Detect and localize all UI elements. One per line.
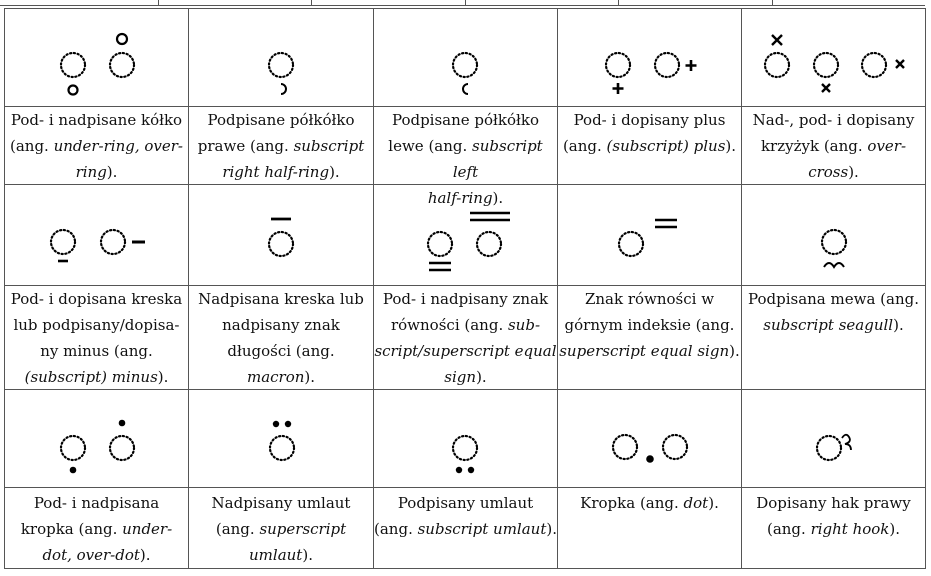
caption-right-hook bbox=[742, 490, 925, 542]
caption-term: macron bbox=[246, 368, 305, 386]
caption-line bbox=[742, 516, 925, 542]
caption-line bbox=[189, 516, 373, 542]
caption-text: górnym indeksie (ang. bbox=[564, 316, 735, 334]
caption-term: sub- bbox=[507, 316, 541, 334]
caption-text: Dopisany hak prawy bbox=[756, 494, 911, 512]
caption-text: długości (ang. bbox=[227, 342, 335, 360]
sub-plus-glyph bbox=[558, 9, 741, 106]
caption-term: over- bbox=[867, 137, 907, 155]
table-border bbox=[465, 0, 466, 5]
superscript-equal-glyph bbox=[558, 185, 741, 285]
caption-dot bbox=[558, 490, 741, 516]
caption-text: (ang. bbox=[562, 137, 607, 155]
caption-line bbox=[558, 312, 741, 338]
over-under-cross-glyph bbox=[742, 9, 925, 106]
caption-term: (subscript) plus bbox=[606, 137, 726, 155]
caption-term: superscript equal sign bbox=[559, 342, 730, 360]
caption-term: subscript umlaut bbox=[417, 520, 547, 538]
table-border bbox=[0, 5, 925, 6]
caption-line bbox=[5, 159, 188, 185]
caption-line bbox=[5, 542, 188, 568]
caption-line bbox=[189, 338, 373, 364]
caption-term: dot, over-dot bbox=[42, 546, 140, 564]
caption-line bbox=[5, 490, 188, 516]
caption-term: right half-ring bbox=[222, 163, 330, 181]
caption-text: ). bbox=[139, 546, 151, 564]
caption-text: Pod- i nadpisane kółko bbox=[10, 111, 183, 129]
subscript-umlaut-glyph bbox=[374, 390, 557, 487]
caption-line bbox=[189, 542, 373, 568]
caption-line bbox=[189, 159, 373, 185]
caption-text: Podpisane półkółko bbox=[391, 111, 540, 129]
table-border bbox=[4, 568, 926, 569]
caption-text: ). bbox=[304, 368, 316, 386]
caption-term: dot bbox=[683, 494, 709, 512]
caption-text: Kropka (ang. bbox=[580, 494, 684, 512]
caption-text: ). bbox=[106, 163, 118, 181]
caption-text: Pod- i nadpisana bbox=[33, 494, 160, 512]
dot-glyph bbox=[558, 390, 741, 487]
caption-term: ring bbox=[75, 163, 107, 181]
caption-line bbox=[5, 338, 188, 364]
caption-line bbox=[5, 364, 188, 390]
caption-minus bbox=[5, 286, 188, 390]
caption-under-over-dot bbox=[5, 490, 188, 568]
caption-text: ). bbox=[893, 316, 904, 334]
caption-under-over-ring bbox=[5, 107, 188, 185]
minus-glyph bbox=[5, 185, 188, 285]
caption-line bbox=[742, 107, 925, 133]
caption-macron bbox=[189, 286, 373, 390]
caption-term: (subscript) minus bbox=[24, 368, 158, 386]
caption-term: right hook bbox=[810, 520, 890, 538]
caption-line bbox=[5, 516, 188, 542]
under-over-dot-glyph bbox=[5, 390, 188, 487]
caption-text: krzyżyk (ang. bbox=[760, 137, 868, 155]
caption-text: ). bbox=[329, 163, 340, 181]
subscript-seagull-glyph bbox=[742, 185, 925, 285]
caption-text: Nad-, pod- i dopisany bbox=[752, 111, 915, 129]
caption-text: ). bbox=[725, 137, 737, 155]
caption-text: Podpisane półkółko bbox=[207, 111, 355, 129]
caption-line bbox=[189, 312, 373, 338]
caption-line bbox=[189, 286, 373, 312]
caption-text: ). bbox=[492, 189, 504, 207]
table-border bbox=[925, 8, 926, 569]
caption-term: sign bbox=[444, 368, 477, 386]
caption-text: lub podpisany/dopisa- bbox=[13, 316, 180, 334]
table-border bbox=[311, 0, 312, 5]
caption-line bbox=[558, 286, 741, 312]
caption-term: subscript left bbox=[452, 137, 543, 181]
caption-line bbox=[742, 133, 925, 159]
caption-text: ). bbox=[889, 520, 901, 538]
caption-text: Podpisany umlaut bbox=[397, 494, 534, 512]
caption-line bbox=[5, 107, 188, 133]
caption-line bbox=[189, 490, 373, 516]
caption-text: (ang. bbox=[766, 520, 811, 538]
caption-line bbox=[742, 159, 925, 185]
caption-term: umlaut bbox=[249, 546, 303, 564]
table-border bbox=[772, 0, 773, 5]
caption-line bbox=[189, 107, 373, 133]
caption-term: under-ring, over- bbox=[53, 137, 184, 155]
caption-line bbox=[558, 490, 741, 516]
caption-superscript-umlaut bbox=[189, 490, 373, 568]
caption-text: (ang. bbox=[374, 520, 418, 538]
table-border bbox=[4, 487, 926, 488]
caption-subscript-seagull bbox=[742, 286, 925, 338]
caption-text: Pod- i dopisany plus bbox=[573, 111, 726, 129]
caption-term: half-ring bbox=[427, 189, 493, 207]
caption-text: (ang. bbox=[9, 137, 54, 155]
caption-line bbox=[558, 107, 741, 133]
caption-line bbox=[374, 338, 557, 364]
caption-text: równości (ang. bbox=[390, 316, 508, 334]
macron-glyph bbox=[189, 185, 373, 285]
caption-text: ny minus (ang. bbox=[40, 342, 153, 360]
caption-line bbox=[374, 185, 557, 211]
caption-line bbox=[374, 364, 557, 390]
caption-line bbox=[5, 312, 188, 338]
caption-subscript-right-half-ring bbox=[189, 107, 373, 185]
caption-line bbox=[374, 286, 557, 312]
superscript-umlaut-glyph bbox=[189, 390, 373, 487]
caption-line bbox=[374, 312, 557, 338]
caption-term: superscript bbox=[259, 520, 347, 538]
right-hook-glyph bbox=[742, 390, 925, 487]
caption-text: Pod- i dopisana kreska bbox=[10, 290, 183, 308]
subscript-right-half-ring-glyph bbox=[189, 9, 373, 106]
caption-text: kropka (ang. bbox=[20, 520, 123, 538]
caption-line bbox=[742, 312, 925, 338]
caption-subscript-umlaut bbox=[374, 490, 557, 542]
caption-text: ). bbox=[302, 546, 313, 564]
caption-text: Nadpisana kreska lub bbox=[198, 290, 364, 308]
caption-line bbox=[5, 286, 188, 312]
caption-term: cross bbox=[808, 163, 849, 181]
caption-text: Nadpisany umlaut bbox=[211, 494, 351, 512]
caption-line bbox=[374, 490, 557, 516]
caption-over-under-cross bbox=[742, 107, 925, 185]
caption-text: nadpisany znak bbox=[222, 316, 340, 334]
caption-text: ). bbox=[157, 368, 169, 386]
subscript-left-half-ring-glyph bbox=[374, 9, 557, 106]
under-over-ring-glyph bbox=[5, 9, 188, 106]
caption-text: (ang. bbox=[215, 520, 260, 538]
caption-text: ). bbox=[848, 163, 859, 181]
caption-text: Pod- i nadpisany znak bbox=[382, 290, 549, 308]
caption-text: prawe (ang. bbox=[197, 137, 294, 155]
caption-superscript-equal bbox=[558, 286, 741, 364]
caption-line bbox=[189, 364, 373, 390]
caption-line bbox=[374, 133, 557, 185]
caption-line bbox=[5, 133, 188, 159]
caption-term: subscript seagull bbox=[763, 316, 894, 334]
caption-text: ). bbox=[729, 342, 740, 360]
caption-line bbox=[742, 286, 925, 312]
caption-line bbox=[558, 133, 741, 159]
caption-term: script/superscript equal bbox=[374, 342, 557, 360]
caption-line bbox=[558, 338, 741, 364]
caption-line bbox=[374, 107, 557, 133]
caption-term: under- bbox=[122, 520, 173, 538]
caption-line bbox=[374, 516, 557, 542]
caption-text: Znak równości w bbox=[584, 290, 715, 308]
caption-equal-sign bbox=[374, 286, 557, 390]
caption-subscript-left-half-ring bbox=[374, 107, 557, 211]
table-border bbox=[618, 0, 619, 5]
caption-text: lewe (ang. bbox=[388, 137, 473, 155]
caption-text: Podpisana mewa (ang. bbox=[747, 290, 919, 308]
caption-text: ). bbox=[476, 368, 487, 386]
caption-text: ). bbox=[708, 494, 719, 512]
caption-line bbox=[742, 490, 925, 516]
caption-sub-plus bbox=[558, 107, 741, 159]
caption-line bbox=[189, 133, 373, 159]
caption-term: subscript bbox=[293, 137, 365, 155]
table-border bbox=[158, 0, 159, 5]
caption-text: ). bbox=[546, 520, 557, 538]
